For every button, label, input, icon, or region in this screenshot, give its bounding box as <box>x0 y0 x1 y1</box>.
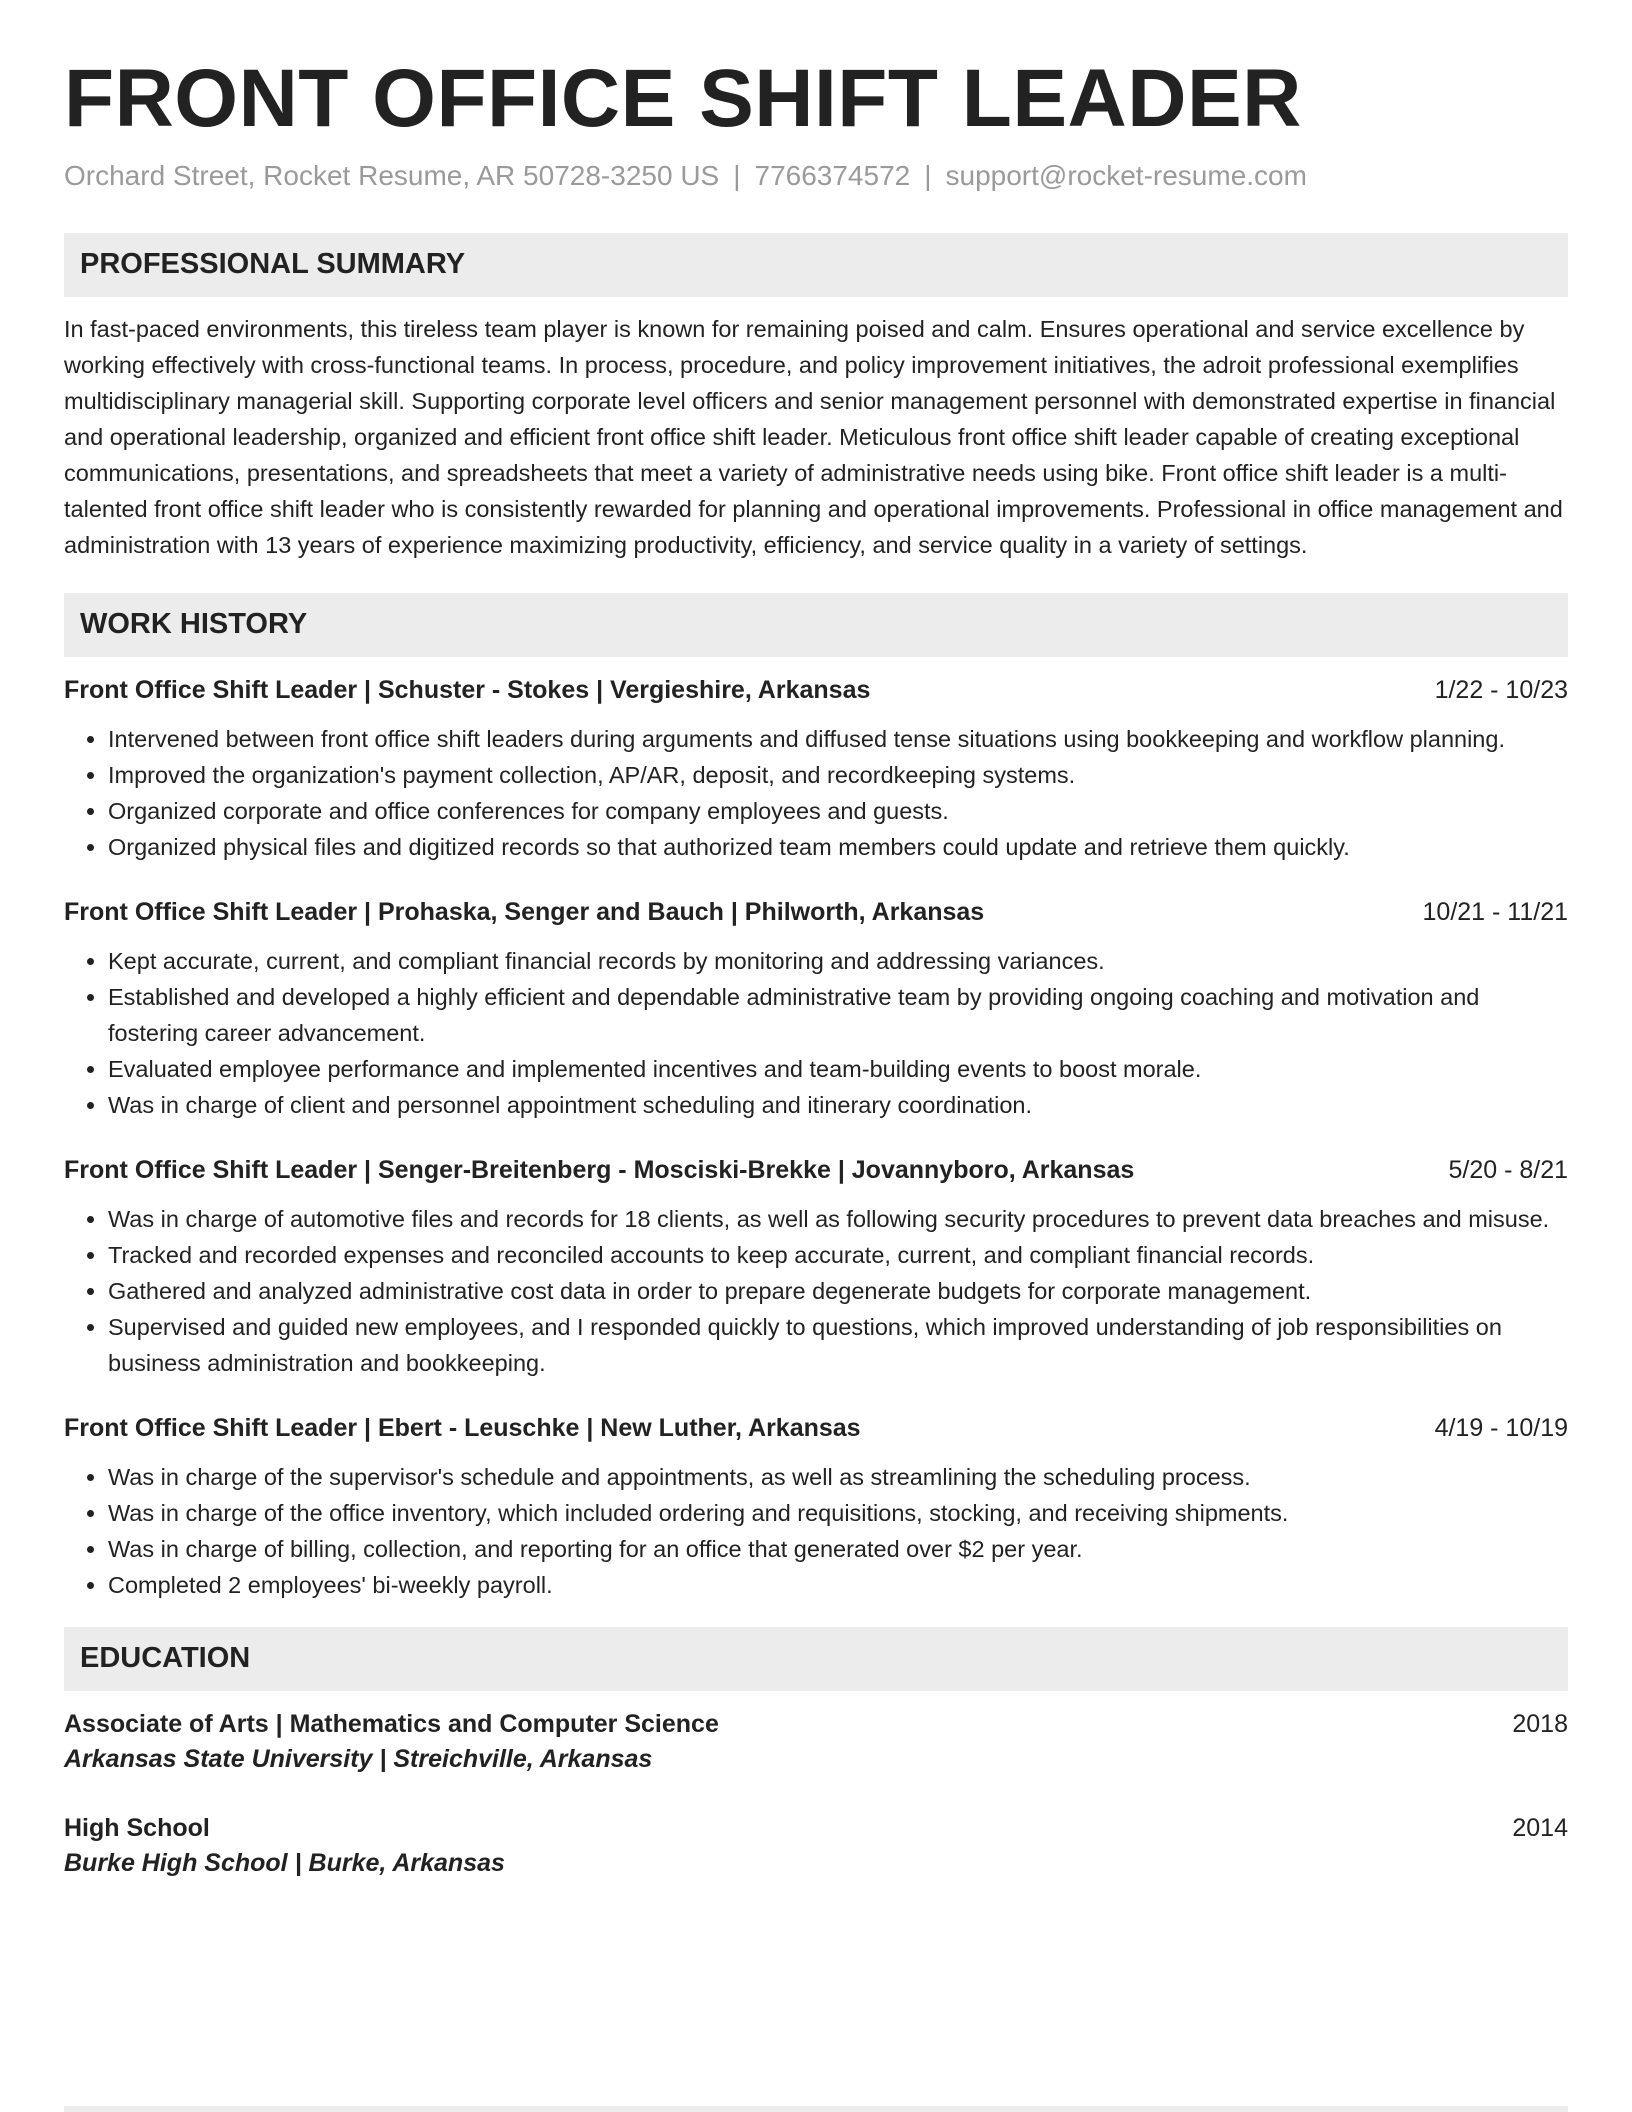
section-heading-summary: PROFESSIONAL SUMMARY <box>64 233 1568 297</box>
education-year: 2014 <box>1512 1813 1568 1842</box>
job-title: Front Office Shift Leader | Prohaska, Senger and Bauch | Philworth, Arkansas <box>64 897 985 926</box>
contact-address: Orchard Street, Rocket Resume, AR 50728-3250 US <box>64 160 720 192</box>
education-entry <box>64 1707 1568 1777</box>
job-bullets <box>64 721 1568 865</box>
job-bullet: • Intervened between front office shift leaders during arguments and diffused tense situations using bookkeeping and workflow planning. <box>108 721 1568 757</box>
job-title: Front Office Shift Leader | Ebert - Leuschke | New Luther, Arkansas <box>64 1413 861 1442</box>
job-dates: 4/19 - 10/19 <box>1434 1413 1568 1442</box>
contact-separator: | <box>733 160 741 192</box>
job-bullet: • Completed 2 employees' bi-weekly payroll. <box>108 1567 1568 1603</box>
education-degree: High School <box>64 1813 210 1842</box>
job-dates: 10/21 - 11/21 <box>1422 897 1568 926</box>
job-bullet: • Gathered and analyzed administrative cost data in order to prepare degenerate budgets for corporate management. <box>108 1273 1568 1309</box>
job-bullet: • Tracked and recorded expenses and reconciled accounts to keep accurate, current, and compliant financial records. <box>108 1237 1568 1273</box>
job-entry <box>64 1411 1568 1603</box>
job-bullets <box>64 1459 1568 1603</box>
job-title: Front Office Shift Leader | Senger-Breitenberg - Mosciski-Brekke | Jovannyboro, Arkansas <box>64 1155 1135 1184</box>
job-title: Front Office Shift Leader | Schuster - Stokes | Vergieshire, Arkansas <box>64 675 871 704</box>
job-header <box>64 1153 1568 1187</box>
job-entry <box>64 895 1568 1123</box>
job-entry <box>64 673 1568 865</box>
job-header <box>64 1411 1568 1445</box>
section-heading-work: WORK HISTORY <box>64 593 1568 657</box>
job-dates: 5/20 - 8/21 <box>1448 1155 1568 1184</box>
job-bullet: • Was in charge of the office inventory, which included ordering and requisitions, stocking, and receiving shipments. <box>108 1495 1568 1531</box>
job-bullet: • Organized corporate and office conferences for company employees and guests. <box>108 793 1568 829</box>
job-dates: 1/22 - 10/23 <box>1434 675 1568 704</box>
job-bullet: • Was in charge of automotive files and records for 18 clients, as well as following security procedures to prevent data breaches and misuse. <box>108 1201 1568 1237</box>
contact-phone: 7766374572 <box>754 160 911 192</box>
education-year: 2018 <box>1512 1709 1568 1738</box>
job-header <box>64 673 1568 707</box>
job-bullet: • Established and developed a highly efficient and dependable administrative team by providing ongoing coaching and motivation and fostering career advancement. <box>108 979 1568 1051</box>
bottom-divider <box>64 2106 1568 2112</box>
job-header <box>64 895 1568 929</box>
education-school: Burke High School | Burke, Arkansas <box>64 1848 505 1877</box>
education-header <box>64 1707 1568 1741</box>
job-bullet: • Improved the organization's payment collection, AP/AR, deposit, and recordkeeping systems. <box>108 757 1568 793</box>
job-bullet: • Was in charge of the supervisor's schedule and appointments, as well as streamlining the scheduling process. <box>108 1459 1568 1495</box>
candidate-title: FRONT OFFICE SHIFT LEADER <box>64 53 1302 144</box>
education-school: Arkansas State University | Streichville, Arkansas <box>64 1744 653 1773</box>
contact-email[interactable]: support@rocket-resume.com <box>945 160 1307 192</box>
job-bullet: • Was in charge of billing, collection, and reporting for an office that generated over $2 per year. <box>108 1531 1568 1567</box>
job-entry <box>64 1153 1568 1381</box>
job-bullet: • Was in charge of client and personnel appointment scheduling and itinerary coordination. <box>108 1087 1568 1123</box>
education-degree: Associate of Arts | Mathematics and Computer Science <box>64 1709 719 1738</box>
section-heading-education: EDUCATION <box>64 1627 1568 1691</box>
job-bullet: • Organized physical files and digitized records so that authorized team members could update and retrieve them quickly. <box>108 829 1568 865</box>
education-entry <box>64 1811 1568 1881</box>
job-bullets <box>64 1201 1568 1381</box>
summary-text: In fast-paced environments, this tireless team player is known for remaining poised and calm. Ensures operational and service excellence by working effectively with cross-functional teams. In process, procedure, and policy improvement initiatives, the adroit professional exemplifies multidisciplinary managerial skill. Supporting corporate level officers and senior management personnel with demonstrated expertise in financial and operational leadership, organized and efficient front office shift leader. Meticulous front office shift leader capable of creating exceptional communications, presentations, and spreadsheets that meet a variety of administrative needs using bike. Front office shift leader is a multi-talented front office shift leader who is consistently rewarded for planning and operational improvements. Professional in office management and administration with 13 years of experience maximizing productivity, efficiency, and service quality in a variety of settings. <box>64 315 1563 558</box>
contact-line <box>64 158 1568 194</box>
job-bullet: • Kept accurate, current, and compliant financial records by monitoring and addressing variances. <box>108 943 1568 979</box>
education-header <box>64 1811 1568 1845</box>
contact-separator: | <box>924 160 932 192</box>
job-bullet: • Supervised and guided new employees, and I responded quickly to questions, which improved understanding of job responsibilities on business administration and bookkeeping. <box>108 1309 1568 1381</box>
job-bullet: • Evaluated employee performance and implemented incentives and team-building events to boost morale. <box>108 1051 1568 1087</box>
job-bullets <box>64 943 1568 1123</box>
